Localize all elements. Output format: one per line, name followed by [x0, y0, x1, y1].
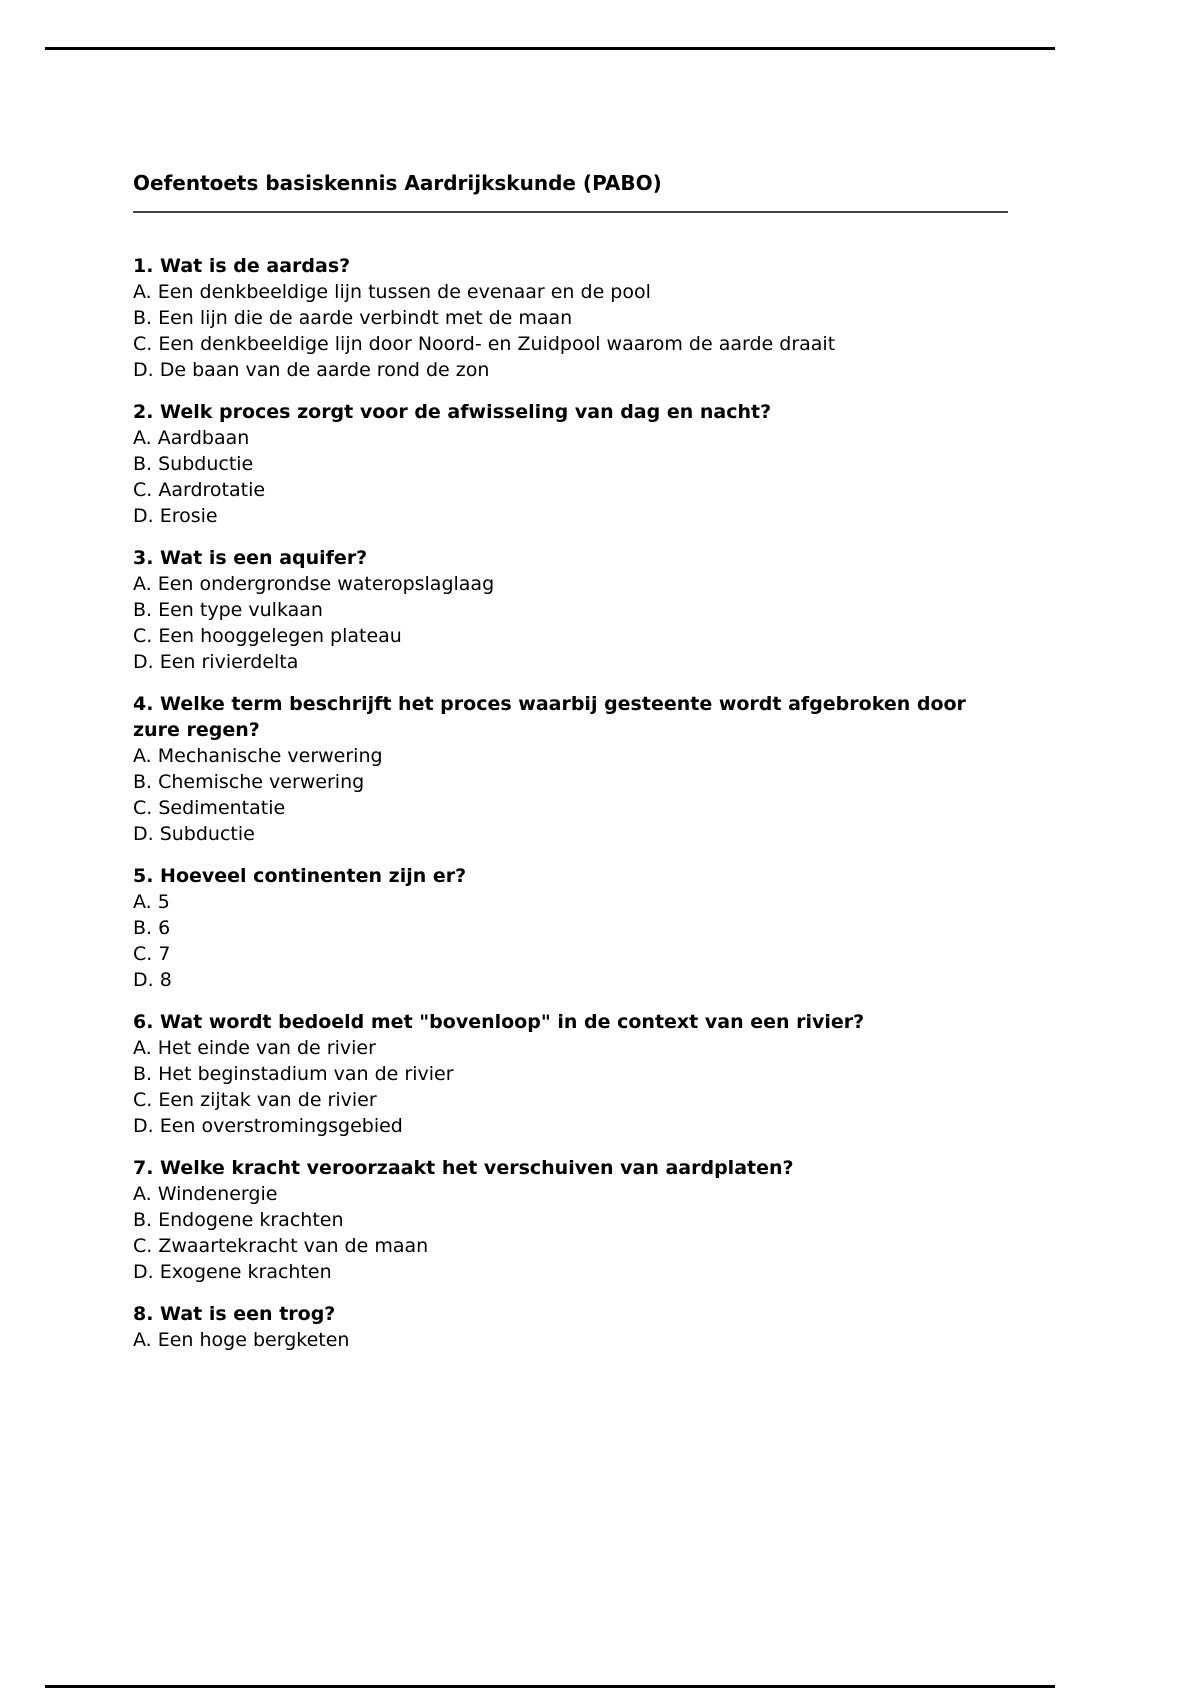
question-option: B. Een lijn die de aarde verbindt met de maan	[133, 307, 573, 329]
questions-list	[133, 253, 1008, 1353]
question-option: D. 8	[133, 969, 172, 991]
question-heading: 4. Welke term beschrijft het proces waarbij gesteente wordt afgebroken door zure regen?	[133, 693, 966, 741]
question-block	[133, 691, 1008, 847]
page-title: Oefentoets basiskennis Aardrijkskunde (PABO)	[133, 171, 662, 195]
question-block	[133, 1155, 1008, 1285]
question-block	[133, 253, 1008, 383]
question-option: A. Een hoge bergketen	[133, 1329, 350, 1351]
question-heading: 6. Wat wordt bedoeld met "bovenloop" in de context van een rivier?	[133, 1011, 865, 1033]
question-option: C. 7	[133, 943, 171, 965]
question-heading: 8. Wat is een trog?	[133, 1303, 336, 1325]
question-block	[133, 1009, 1008, 1139]
question-option: D. Erosie	[133, 505, 218, 527]
question-option: A. Het einde van de rivier	[133, 1037, 376, 1059]
question-option: A. Aardbaan	[133, 427, 250, 449]
question-heading: 3. Wat is een aquifer?	[133, 547, 368, 569]
question-heading: 1. Wat is de aardas?	[133, 255, 351, 277]
question-option: A. Een ondergrondse wateropslaglaag	[133, 573, 495, 595]
question-option: B. Endogene krachten	[133, 1209, 344, 1231]
question-option: C. Zwaartekracht van de maan	[133, 1235, 429, 1257]
top-border-line	[45, 47, 1055, 50]
question-option: B. Het beginstadium van de rivier	[133, 1063, 454, 1085]
question-option: A. Windenergie	[133, 1183, 278, 1205]
question-option: A. Een denkbeeldige lijn tussen de evenaar en de pool	[133, 281, 651, 303]
question-option: D. Exogene krachten	[133, 1261, 332, 1283]
question-option: C. Een denkbeeldige lijn door Noord- en Zuidpool waarom de aarde draait	[133, 333, 836, 355]
question-option: C. Aardrotatie	[133, 479, 266, 501]
question-heading: 5. Hoeveel continenten zijn er?	[133, 865, 467, 887]
document-page	[133, 170, 1008, 1369]
question-option: B. 6	[133, 917, 171, 939]
question-option: B. Subductie	[133, 453, 254, 475]
question-option: B. Een type vulkaan	[133, 599, 323, 621]
title-rule	[133, 211, 1008, 213]
question-option: D. Een rivierdelta	[133, 651, 299, 673]
question-block	[133, 545, 1008, 675]
question-option: A. 5	[133, 891, 170, 913]
question-block	[133, 863, 1008, 993]
question-option: A. Mechanische verwering	[133, 745, 383, 767]
question-heading: 7. Welke kracht veroorzaakt het verschuiven van aardplaten?	[133, 1157, 794, 1179]
question-option: D. Subductie	[133, 823, 255, 845]
question-block	[133, 399, 1008, 529]
question-option: D. Een overstromingsgebied	[133, 1115, 403, 1137]
bottom-border-line	[45, 1685, 1055, 1688]
question-option: D. De baan van de aarde rond de zon	[133, 359, 490, 381]
question-option: C. Sedimentatie	[133, 797, 286, 819]
question-option: B. Chemische verwering	[133, 771, 365, 793]
question-block	[133, 1301, 1008, 1353]
question-heading: 2. Welk proces zorgt voor de afwisseling van dag en nacht?	[133, 401, 772, 423]
question-option: C. Een zijtak van de rivier	[133, 1089, 377, 1111]
question-option: C. Een hooggelegen plateau	[133, 625, 402, 647]
